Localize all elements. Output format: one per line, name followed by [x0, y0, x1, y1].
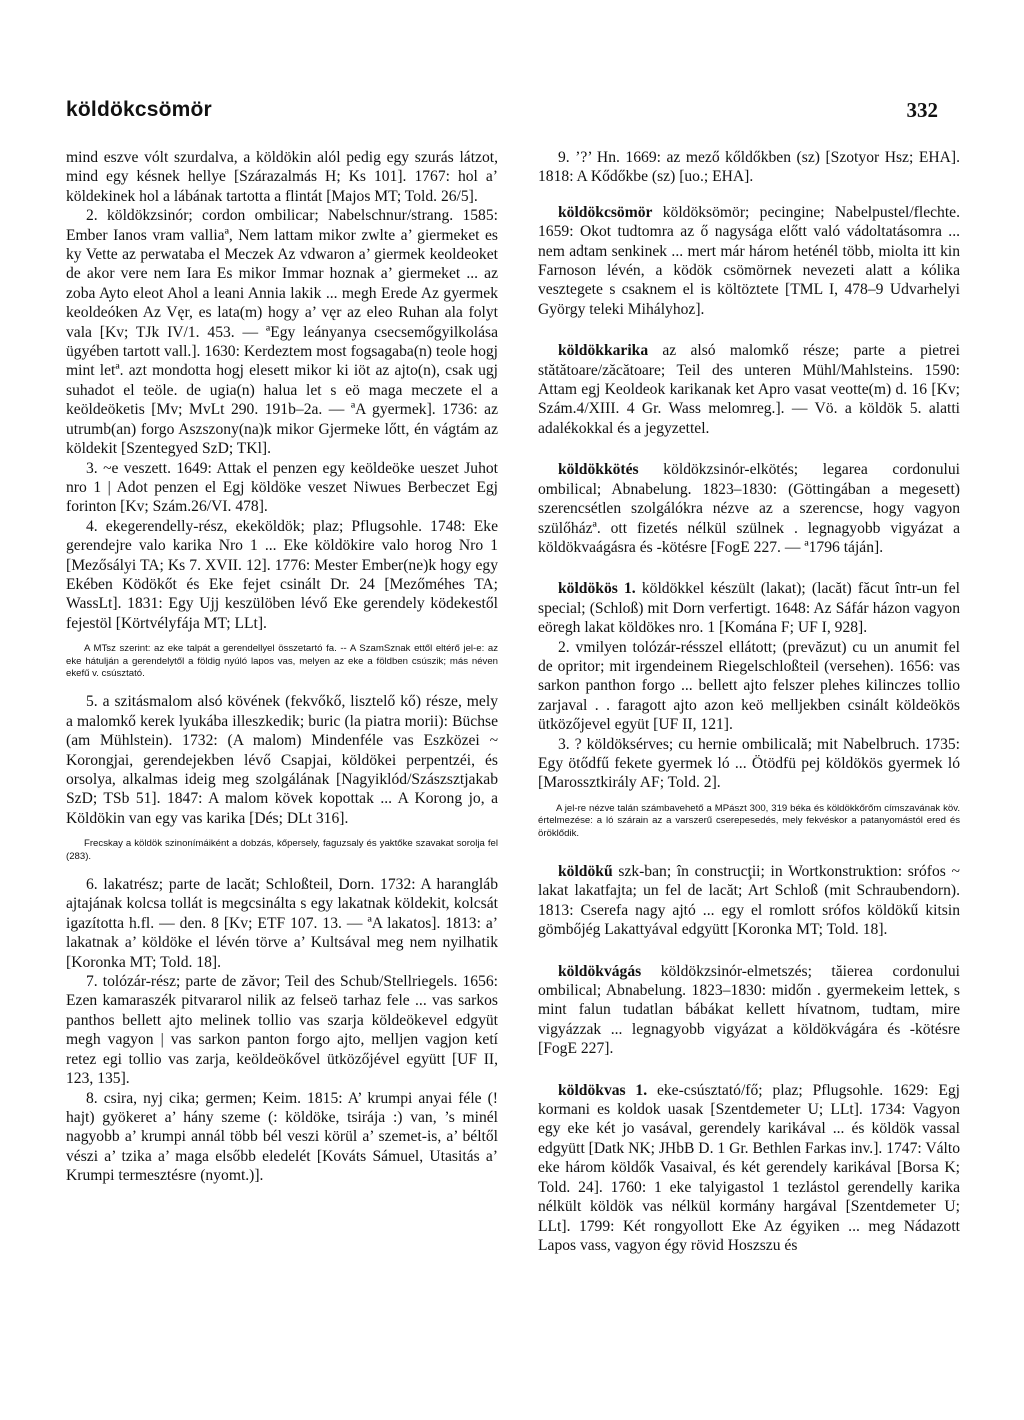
entry-paragraph — [538, 460, 960, 557]
entry-headword: köldökös 1. — [558, 580, 636, 598]
sense-paragraph: 8. csira, nyj cika; germen; Keim. 1815: A’ krumpi anyai féle (! hajt) gyökeret a’ hány szeme (: köldöke, tsirája :) van, ’s minél nagyobb a’ krumpi annál több bél veszi körül a’ szemet-is, a’ béltől vészi a’ tzika a’ maga elsőbb eledelét [Kováts Sámuel, Utasitás a’ Krumpi termesztésre (nyomt.)]. — [66, 1089, 498, 1185]
entry-definition: köldökkel készült (lakat); (lacăt) făcut într-un fel special; (Schloß) mit Dorn verfertigt. 1648: Az Sáfár házon vagyon eöregh lakat köldökes nro. 1 [Komána F; UF I, 928]. — [538, 580, 960, 637]
sense-paragraph: 3. ? köldöksérves; cu hernie ombilicală; mit Nabelbruch. 1735: Egy ötődfű fekete gyermek ló ... Ötödfü pej köldökös gyermek ló [Marossztkirály AF; Told. 2]. — [538, 735, 960, 792]
entry-paragraph — [538, 1081, 960, 1256]
entry-definition: az alsó malomkő része; parte a pietrei stătătoare/zăcătoare; Teil des unteren Mühl/Mahlsteins. 1590: Attam egj Keoldeok karikanak ket Apro vasat veotte(m) d. 16 [Kv; Szám.4/XIII. 4 Gr. Wass melomreg.]. — Vö. a köldök 5. alatti adalékokkal és a jegyzettel. — [538, 342, 960, 437]
page-number: 332 — [906, 98, 938, 122]
sense-paragraph: 9. ’?’ Hn. 1669: az mező kőldőkben (sz) [Szotyor Hsz; EHA]. 1818: A Kődőkbe (sz) [uo.; EHA]. — [538, 149, 960, 186]
right-column — [538, 148, 960, 1277]
sense-paragraph: mind eszve vólt szurdalva, a köldökin alól pedig egy szurás látzot, mind egy késnek hellye [Szárazalmás H; Ks 101]. 1767: hol a’ köldekinek hol a lábának tartotta a flintát [Majos MT; Told. 26/5]. — [66, 149, 498, 205]
sense-paragraph: 4. ekegerendelly-rész, ekeköldök; plaz; Pflugsohle. 1748: Eke gerendejre valo karika Nro 1 ... Eke köldökire valo horog Nro 1 [Mezősályi TA; Ks 7. XVII. 12]. 1776: Mester Ember(ne)k hogy egy Ekében Ködökőt és Eke fejet csinált Dr. 24 [Mezőméhes TA; WassLt]. 1831: Egy Ujj keszülöben lévő Eke gerendely ködekestől fejestöl [Körtvélyfája MT; LLt]. — [66, 517, 498, 632]
entry-headword: köldökű — [558, 863, 613, 880]
footnote: Frecskay a köldök szinonímáiként a dobzás, kőpersely, faguzsaly és yaktőke szavakat sorolja fel (283). — [66, 838, 498, 862]
entry-headword: köldökkarika — [558, 342, 649, 360]
footnote: A MTsz szerint: az eke talpát a gerendellyel összetartó fa. -- A SzamSznak ettől eltérő jel-e: az eke hátulján a gerendelytől a földig nyúló lapos vas, melyen az eke a földben csúszik; más néven ekefű v. csúsztató. — [66, 643, 498, 679]
spacer — [538, 187, 960, 203]
entry-headword: köldökvas 1. — [558, 1081, 648, 1099]
dictionary-entry — [538, 460, 960, 557]
entry-headword: köldökkötés — [558, 461, 639, 479]
dictionary-entry — [538, 862, 960, 940]
entry-definition: szk-ban; în construcţii; in Wortkonstruktion: srófos ~ lakat lakatfajta; un fel de lacăt; Art Schloß (mit Schraubendorn). 1813: Cserefa nagy ajtó ... egy el romlott srófos köldökű kitsin gömbőjég Lakattyával edgyütt [Koronka MT; Told. 18]. — [538, 863, 960, 939]
running-head-headword: köldökcsömör — [66, 98, 212, 121]
entry-paragraph — [538, 203, 960, 319]
sense-paragraph: 5. a szitásmalom alsó kövének (fekvőkő, lisztelő kő) része, mely a malomkő kerek lyukába illeszkedik; buric (la piatra morii): Büchse (am Mühlstein). 1732: (A malom) Mindenféle vas Eszközei ~ Korongjai, gerendejekben lévő Csapjai, köldökei perpentzéi, és orsolya, alkalmas ideig meg szolgálának [Nagyiklód/Szászsztjakab SzD; TSb 51]. 1847: A malom kövek kopottak ... A Korong jo, a Köldökin van egy vas karika [Dés; DLt 316]. — [66, 693, 498, 827]
dictionary-entry — [538, 962, 960, 1059]
entry-paragraph — [538, 579, 960, 637]
sense-paragraph: 3. ~e veszett. 1649: Attak el penzen egy keöldeöke ueszet Juhot nro 1 | Adot penzen el Egj köldöke veszet Niwues Berbeczet Egj forinton [Kv; Szám.26/VI. 478]. — [66, 459, 498, 516]
entry-paragraph — [538, 962, 960, 1059]
footnote: A jel-re nézve talán számbavehető a MPászt 300, 319 béka és köldökkőrőm címszavának köv. értelmezése: a ló szárain az a varszerű cserepesedés, mely fekvéskor a patanyomástól ered és öröklődik. — [538, 802, 960, 839]
dictionary-entry — [538, 203, 960, 319]
sense-paragraph: 2. vmilyen tolózár-résszel ellátott; (prevăzut) cu un anumit fel de opritor; mit irgendeinem Riegelschloßteil (versehen). 1656: vas sarkon panthon forgo ... bellett ajto felszer plehes kilinczes tollio zarjaval . . faragott ajto azon keö melljekben csinált köldeökös ütközőjevel együt [UF II, 121]. — [538, 638, 960, 734]
entry-headword: köldökcsömör — [558, 203, 653, 221]
left-column — [66, 148, 498, 1186]
dictionary-entry — [538, 579, 960, 840]
entry-definition: köldöksömör; pecingine; Nabelpustel/flechte. 1659: Okot tudtomra az ő nagysága előtt való vádoltatásomra ... nem adtam senkinek ... mert már három heténél több, miolta itt kin Farnoson lévén, a ködök csömörnek nevezeti alatt a kólika vesztegete s csaknem el is költöztete [TML I, 478–9 Udvarhelyi György teleki Mihályhoz]. — [538, 203, 960, 318]
sense-paragraph: 6. lakatrész; parte de lacăt; Schloßteil, Dorn. 1732: A harangláb ajtajának kolcsa tollát is megcsinálta s egy lakatnak köldekit, kolcsát igazította h.fl. — den. 8 [Kv; ETF 107. 13. — ªA lakatos]. 1813: a’ lakatnak a’ köldöke el lévén törve a’ Kultsával meg nem nyilhatik [Koronka MT; Told. 18]. — [66, 876, 498, 971]
entry-definition: köldökzsinór-elkötés; legarea cordonului ombilical; Abnabelung. 1823–1830: (Göttingában a megesett) szerencsétlen szolgálókra nézve az a szerencse, hogy vagyon szülőházª. ott fizetés nélkül szülnek . legnagyobb vigyázat a köldökvaágásra és -kötésre [FogE 227. — ª1796 táján]. — [538, 461, 960, 556]
sense-paragraph: 2. köldökzsinór; cordon ombilicar; Nabelschnur/strang. 1585: Ember Ianos vram valliaª, Nem lattam mikor zwlte a’ giermeket es ky Vette az perwataba el Meczek Az vdwaron a’ giermek keoldeoket de akor vere nem Iara Es mikor Immar hoznak a’ giermeket ... az zoba Ayto eleot Ahol a leani Annia lakik ... megh Erede Az gyermek keoldeóken Az Vęr, es lata(m) hogy a’ vęr az eleo Ruhan ala folyt vala [Kv; TJk IV/1. 453. — ªEgy leányanya csecsemőgyilkolása ügyében tartott vall.]. 1630: Kerdeztem most fogsagaba(n) teole hogj mint letª. azt mondotta hogj elesett mikor ki iöt az ajto(n), csak ugj suhadot el teöle. de ugia(n) halua let s eö maga meczete el a keöldeöketis [Mv; MvLt 290. 191b–2a. — ªA gyermek]. 1736: az utrumb(an) forgo Aszszony(na)k mikor Gjermeke lőtt, én vágtám az köldekit [Szentegyed SzD; TKl]. — [66, 207, 498, 458]
entry-headword: köldökvágás — [558, 962, 642, 980]
entry-paragraph — [538, 341, 960, 438]
entry-definition: köldökzsinór-elmetszés; tăierea cordonului ombilical; Abnabelung. 1823–1830: midőn . gyermekeim lettek, s mint falun tudatlan bábákat kellett hívatnom, tudtam, mire vigyázzak ... legnagyobb vigyázat a köldökvágára és -kötésre [FogE 227]. — [538, 962, 960, 1058]
sense-paragraph: 7. tolózár-rész; parte de zăvor; Teil des Schub/Stellriegels. 1656: Ezen kamaraszék pitvararol nilik az felseö tarhaz fele ... vas sarkos panthos bellett ajto melinek tollio vas szarja köldeökevel edgyüt megh vagyon | vas sarkon panton forgo ajto, melljen vagjon ketí retez egi tollio vas zarja, keöldeökővel ütközőjével együtt [UF II, 123, 135]. — [66, 973, 498, 1088]
dictionary-entry — [538, 341, 960, 438]
dictionary-entry — [538, 1081, 960, 1256]
entry-paragraph — [538, 862, 960, 940]
entry-definition: eke-csúsztató/fő; plaz; Pflugsohle. 1629: Egj kormani es koldok uasak [Szentdemeter U; LLt]. 1734: Vagyon egy eke két jo vasával, gerendely karikával ... és köldök vassal edgyütt [Datk NK; JHbB D. 1 Gr. Bethlen Farkas inv.]. 1747: Válto eke három köldők Vasaival, és két gerendely karikával [Borsa K; Told. 24]. 1760: 1 eke talyigastol 1 tezlástol gerendelly karika nélkült köldök vas nélkül kormány hargával [Szentdemeter U; LLt]. 1799: Két rongyollott Eke Az égyiken ... meg Nádazott Lapos vass, vagyon égy rövid Hoszszu és — [538, 1081, 961, 1254]
